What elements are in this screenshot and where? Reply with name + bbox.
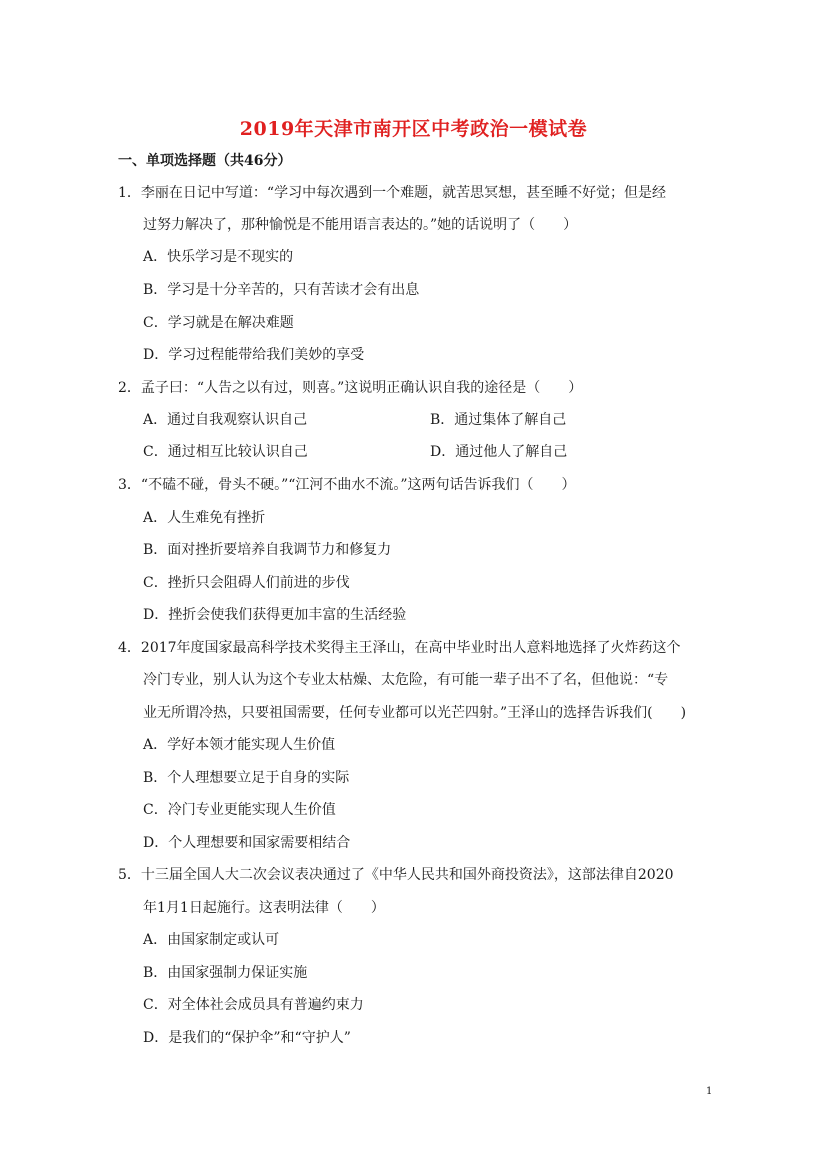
question-1-option-b: B．学习是十分辛苦的，只有苦读才会有出息 — [143, 282, 420, 298]
question-5-option-c: C．对全体社会成员具有普遍约束力 — [143, 997, 364, 1013]
question-5-stem-line-1: 5．十三届全国人大二次会议表决通过了《中华人民共和国外商投资法》，这部法律自2020 — [118, 867, 674, 883]
question-2-option-c: C．通过相互比较认识自己 — [143, 444, 308, 460]
question-2-option-d: D．通过他人了解自己 — [430, 444, 568, 460]
question-1-stem-line-1: 1．李丽在日记中写道：“学习中每次遇到一个难题，就苦思冥想，甚至睡不好觉；但是经 — [118, 185, 667, 201]
question-2-option-a: A．通过自我观察认识自己 — [143, 412, 308, 428]
question-2-option-b: B．通过集体了解自己 — [430, 412, 567, 428]
section-heading: 一、单项选择题（共46分） — [118, 153, 292, 169]
question-4-option-d: D．个人理想要和国家需要相结合 — [143, 835, 351, 851]
question-5-option-a: A．由国家制定或认可 — [143, 932, 280, 948]
question-2-stem: 2．孟子曰：“人告之以有过，则喜。”这说明正确认识自我的途径是（ ） — [118, 380, 583, 396]
question-1-stem-line-2: 过努力解决了，那种愉悦是不能用语言表达的。”她的话说明了（ ） — [143, 217, 578, 233]
question-4-option-c: C．冷门专业更能实现人生价值 — [143, 802, 336, 818]
question-3-option-d: D．挫折会使我们获得更加丰富的生活经验 — [143, 607, 407, 623]
question-5-stem-line-2: 年1月1日起施行。这表明法律（ ） — [143, 900, 385, 916]
question-1-option-d: D．学习过程能带给我们美妙的享受 — [143, 347, 365, 363]
question-3-option-a: A．人生难免有挫折 — [143, 510, 266, 526]
question-4-stem-line-1: 4．2017年度国家最高科学技术奖得主王泽山，在高中毕业时出人意料地选择了火炸药这个 — [118, 640, 681, 656]
question-5-option-d: D．是我们的“保护伞”和“守护人” — [143, 1030, 351, 1046]
question-1-option-c: C．学习就是在解决难题 — [143, 315, 294, 331]
question-1-option-a: A．快乐学习是不现实的 — [143, 249, 294, 265]
exam-title: 2019年天津市南开区中考政治一模试卷 — [239, 118, 588, 140]
page-number: 1 — [706, 1086, 713, 1097]
question-5-option-b: B．由国家强制力保证实施 — [143, 965, 308, 981]
question-4-option-b: B．个人理想要立足于自身的实际 — [143, 770, 350, 786]
question-4-stem-line-3: 业无所谓冷热，只要祖国需要，任何专业都可以光芒四射。”王泽山的选择告诉我们( ) — [143, 705, 687, 721]
question-3-stem: 3．“不磕不碰，骨头不硬。”“江河不曲水不流。”这两句话告诉我们（ ） — [118, 477, 576, 493]
question-4-stem-line-2: 冷门专业，别人认为这个专业太枯燥、太危险，有可能一辈子出不了名，但他说：“专 — [143, 672, 669, 688]
question-3-option-b: B．面对挫折要培养自我调节力和修复力 — [143, 542, 392, 558]
question-4-option-a: A．学好本领才能实现人生价值 — [143, 737, 336, 753]
question-3-option-c: C．挫折只会阻碍人们前进的步伐 — [143, 575, 350, 591]
